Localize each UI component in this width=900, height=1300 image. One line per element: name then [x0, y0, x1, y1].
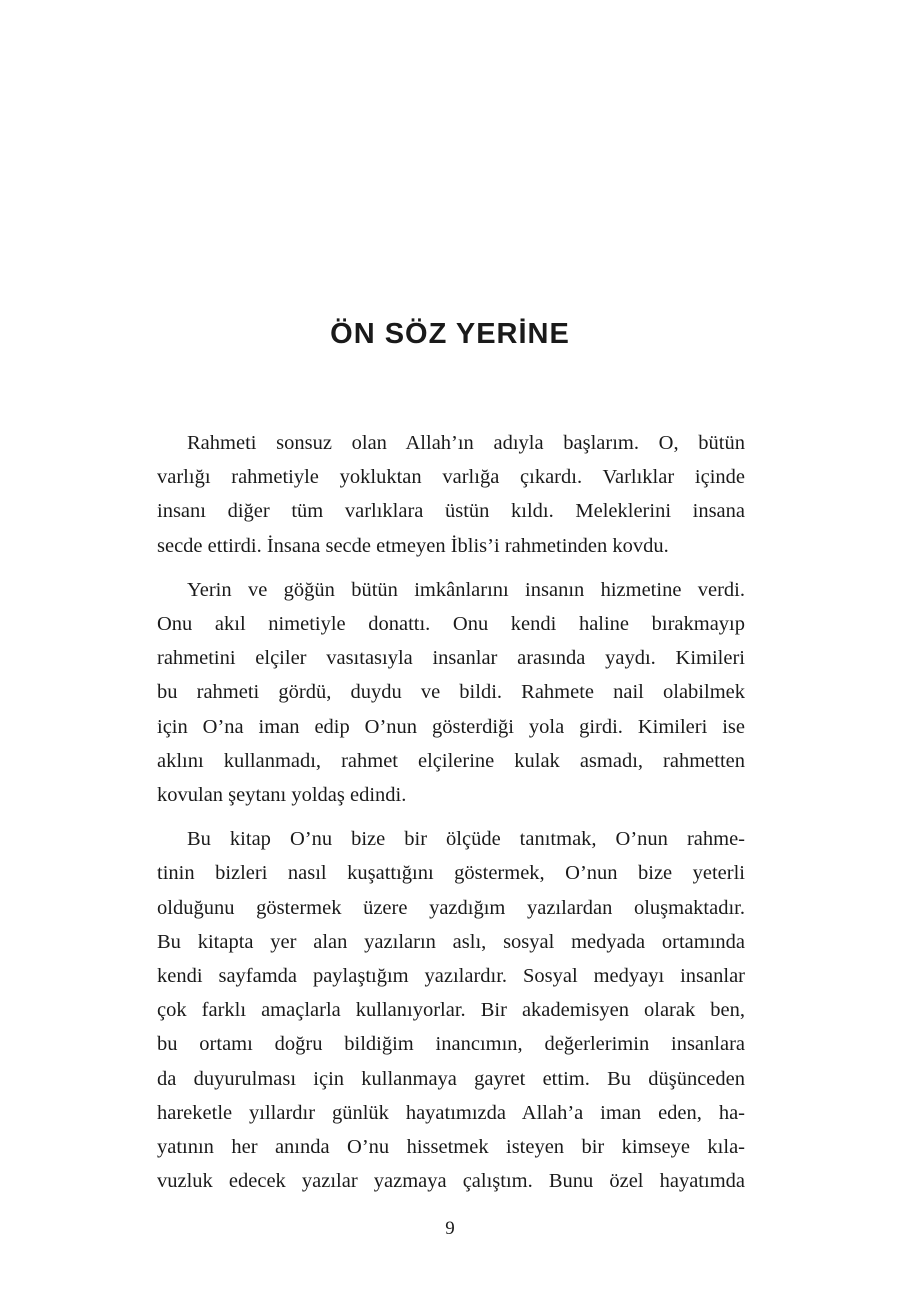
text-line: Onu akıl nimetiyle donattı. Onu kendi haline bırakmayıp	[157, 613, 745, 636]
text-line: kovulan şeytanı yoldaş edindi.	[157, 784, 407, 807]
text-line: Bu kitapta yer alan yazıların aslı, sosyal medyada ortamında	[157, 930, 745, 953]
text-line: rahmetini elçiler vasıtasıyla insanlar arasında yaydı. Kimileri	[157, 647, 745, 670]
body-text	[157, 426, 745, 1208]
text-line: çok farklı amaçlarla kullanıyorlar. Bir akademisyen olarak ben,	[157, 999, 745, 1022]
paragraph-3	[157, 822, 745, 1198]
text-line: Rahmeti sonsuz olan Allah’ın adıyla başlarım. O, bütün	[187, 432, 745, 454]
text-line: tinin bizleri nasıl kuşattığını göstermek, O’nun bize yeterli	[157, 862, 745, 885]
text-line: secde ettirdi. İnsana secde etmeyen İblis’i rahmetinden kovdu.	[157, 534, 669, 557]
text-line: olduğunu göstermek üzere yazdığım yazılardan oluşmaktadır.	[157, 896, 745, 919]
paragraph-2	[157, 573, 745, 812]
text-line: aklını kullanmadı, rahmet elçilerine kulak asmadı, rahmetten	[157, 749, 745, 772]
page-number: 9	[445, 1218, 455, 1239]
text-line: insanı diğer tüm varlıklara üstün kıldı. Meleklerini insana	[157, 500, 745, 523]
text-line: da duyurulması için kullanmaya gayret ettim. Bu düşünceden	[157, 1067, 745, 1090]
text-line: Bu kitap O’nu bize bir ölçüde tanıtmak, O’nun rahme-	[187, 828, 745, 851]
text-line: hareketle yıllardır günlük hayatımızda Allah’a iman eden, ha-	[157, 1101, 745, 1124]
text-line: varlığı rahmetiyle yokluktan varlığa çıkardı. Varlıklar içinde	[157, 466, 745, 489]
page-title: ÖN SÖZ YERİNE	[330, 318, 570, 350]
text-line: Yerin ve göğün bütün imkânlarını insanın hizmetine verdi.	[187, 578, 745, 601]
text-line: yatının her anında O’nu hissetmek isteyen bir kimseye kıla-	[157, 1136, 745, 1159]
text-line: kendi sayfamda paylaştığım yazılardır. Sosyal medyayı insanlar	[157, 965, 745, 988]
text-line: bu rahmeti gördü, duydu ve bildi. Rahmete nail olabilmek	[157, 681, 745, 704]
text-line: vuzluk edecek yazılar yazmaya çalıştım. Bunu özel hayatımda	[157, 1170, 745, 1193]
paragraph-1	[157, 426, 745, 563]
text-line: bu ortamı doğru bildiğim inancımın, değerlerimin insanlara	[157, 1033, 745, 1056]
text-line: için O’na iman edip O’nun gösterdiği yola girdi. Kimileri ise	[157, 715, 745, 738]
